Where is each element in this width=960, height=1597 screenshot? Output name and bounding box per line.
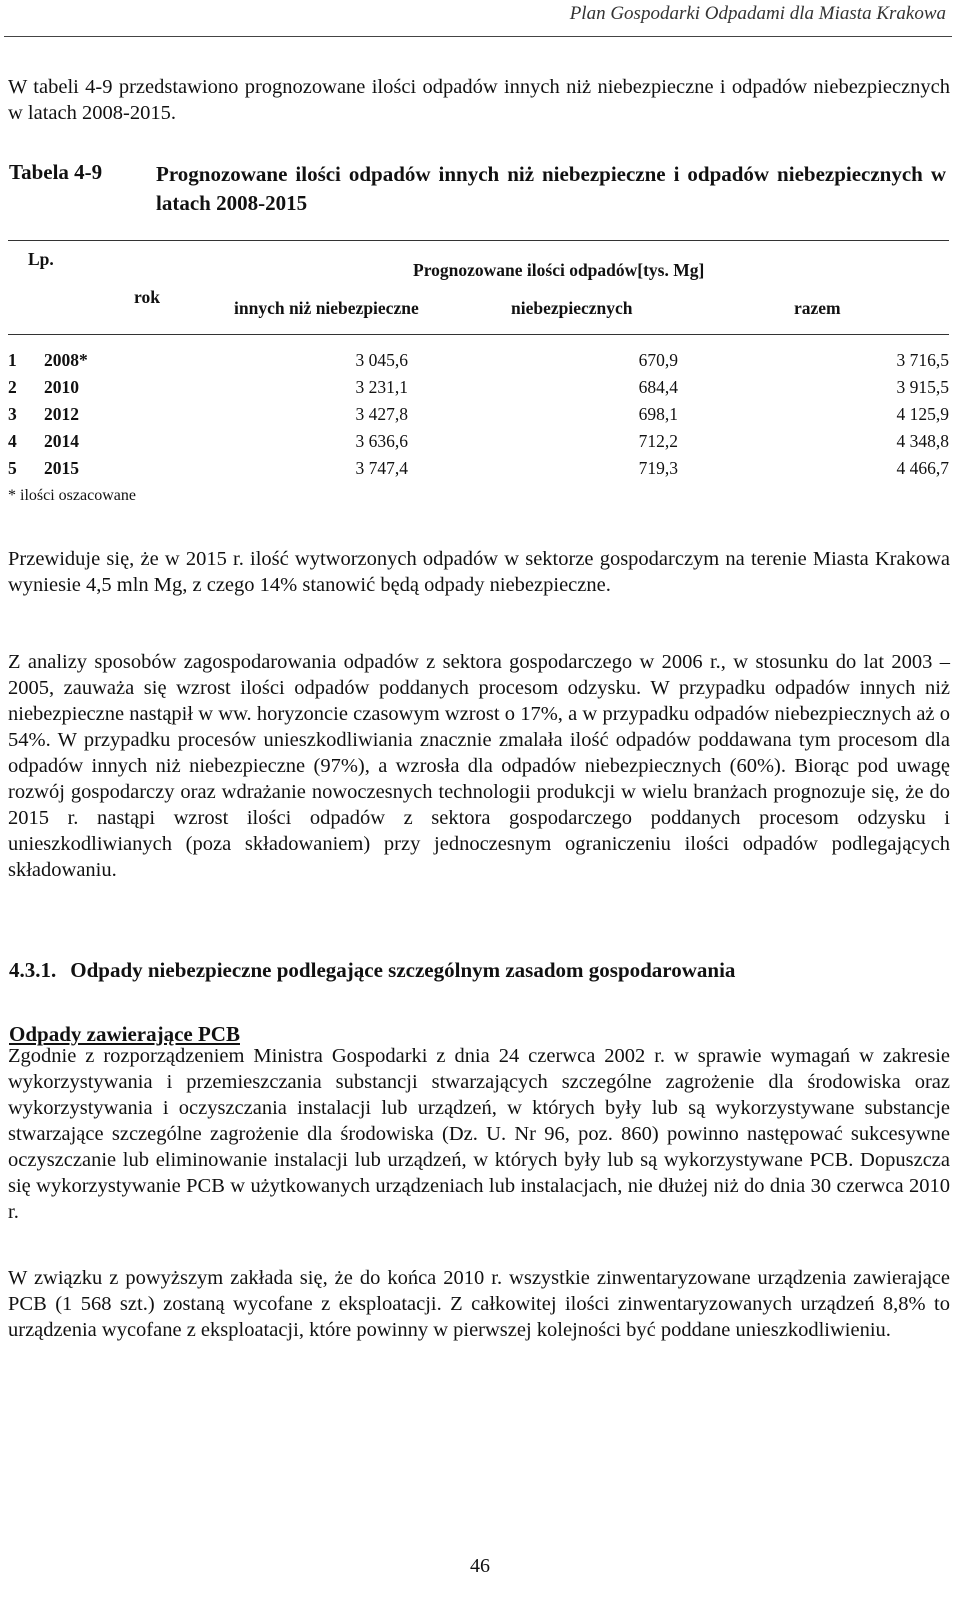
row-year: 2008* <box>44 350 88 370</box>
row-lp: 2 <box>8 377 17 397</box>
row-lp: 4 <box>8 431 17 451</box>
col-other-header: innych niż niebezpieczne <box>234 298 419 318</box>
row-lp: 5 <box>8 458 17 478</box>
row-hazardous: 684,4 <box>638 377 678 397</box>
table-label: Tabela 4-9 <box>9 160 103 184</box>
table-row <box>8 458 949 484</box>
page-number: 46 <box>470 1555 490 1577</box>
column-group-header: Prognozowane ilości odpadów[tys. Mg] <box>413 260 705 280</box>
col-hazardous-header: niebezpiecznych <box>511 298 633 318</box>
row-hazardous: 712,2 <box>638 431 678 451</box>
table-header-frame <box>8 240 949 335</box>
row-hazardous: 698,1 <box>638 404 678 424</box>
row-lp: 1 <box>8 350 17 370</box>
intro-paragraph: W tabeli 4-9 przedstawiono prognozowane ilości odpadów innych niż niebezpieczne i odpadów niebezpiecznych w latach 2008-2015. <box>8 76 950 124</box>
row-year: 2012 <box>44 404 79 424</box>
row-total: 4 348,8 <box>896 431 949 451</box>
row-year: 2010 <box>44 377 79 397</box>
paragraph-pcb-regulation: Zgodnie z rozporządzeniem Ministra Gospodarki z dnia 24 czerwca 2002 r. w sprawie wymagań w zakresie wykorzystywania i przemieszczania substancji stwarzających szczególne zagrożenie dla środowiska oraz wykorzystywania i oczyszczania instalacji lub urządzeń, w których były lub są wykorzystywane substancje stwarzające szczególne zagrożenie dla środowiska (Dz. U. Nr 96, poz. 860) powinno następować sukcesywne oczyszczanie lub eliminowanie instalacji lub urządzeń, w których były lub są wykorzystywane PCB. Dopuszcza się wykorzystywanie PCB w użytkowanych urządzeniach lub instalacjach, nie dłużej niż do dnia 30 czerwca 2010 r. <box>8 1045 950 1223</box>
paragraph-analysis: Z analizy sposobów zagospodarowania odpadów z sektora gospodarczego w 2006 r., w stosunku do lat 2003 – 2005, zauważa się wzrost ilości odpadów poddanych procesom odzysku. W przypadku odpadów innych niż niebezpieczne nastąpił w ww. horyzoncie czasowym wzrost o 17%, a w przypadku odpadów niebezpiecznych aż o 54%. W przypadku procesów unieszkodliwiania znacznie zmalała ilość odpadów poddawana tym procesom dla odpadów innych niż niebezpieczne (97%), a wzrosła dla odpadów niebezpiecznych (60%). Biorąc pod uwagę rozwój gospodarczy oraz wdrażanie nowoczesnych technologii produkcji w wielu branżach prognozuje się, że do 2015 r. nastąpi wzrost ilości odpadów z sektora gospodarczego poddanych procesom odzysku i unieszkodliwianych (poza składowaniem) przy jednoczesnym ograniczeniu ilości odpadów podlegających składowaniu. <box>8 651 950 881</box>
row-year: 2014 <box>44 431 79 451</box>
paragraph-forecast: Przewiduje się, że w 2015 r. ilość wytworzonych odpadów w sektorze gospodarczym na terenie Miasta Krakowa wyniesie 4,5 mln Mg, z czego 14% stanowić będą odpady niebezpieczne. <box>8 548 950 596</box>
row-other: 3 636,6 <box>355 431 408 451</box>
header-title: Plan Gospodarki Odpadami dla Miasta Krakowa <box>569 3 946 24</box>
table-row <box>8 404 949 430</box>
row-other: 3 231,1 <box>355 377 408 397</box>
row-total: 4 466,7 <box>896 458 949 478</box>
row-hazardous: 719,3 <box>638 458 678 478</box>
paragraph-pcb-devices: W związku z powyższym zakłada się, że do końca 2010 r. wszystkie zinwentaryzowane urządzenia zawierające PCB (1 568 szt.) zostaną wycofane z eksploatacji. Z całkowitej ilości zinwentaryzowanych urządzeń 8,8% to urządzenia wycofane z eksploatacji, które powinny w pierwszej kolejności być poddane unieszkodliwieniu. <box>8 1267 950 1341</box>
row-other: 3 427,8 <box>355 404 408 424</box>
header-divider <box>4 36 952 37</box>
row-year: 2015 <box>44 458 79 478</box>
col-rok-header: rok <box>134 287 160 307</box>
section-title: Odpady niebezpieczne podlegające szczególnym zasadom gospodarowania <box>70 958 736 982</box>
section-heading <box>9 958 735 983</box>
row-other: 3 045,6 <box>355 350 408 370</box>
table-row <box>8 350 949 376</box>
subsection-heading: Odpady zawierające PCB <box>9 1022 240 1046</box>
col-lp-header: Lp. <box>28 249 54 269</box>
section-number: 4.3.1. <box>9 958 57 982</box>
row-total: 3 915,5 <box>896 377 949 397</box>
table-footnote: * ilości oszacowane <box>8 487 136 504</box>
row-lp: 3 <box>8 404 17 424</box>
row-hazardous: 670,9 <box>638 350 678 370</box>
row-total: 3 716,5 <box>896 350 949 370</box>
table-caption: Prognozowane ilości odpadów innych niż niebezpieczne i odpadów niebezpiecznych w latach 2008-2015 <box>156 162 946 215</box>
table-row <box>8 377 949 403</box>
table-row <box>8 431 949 457</box>
row-total: 4 125,9 <box>896 404 949 424</box>
row-other: 3 747,4 <box>355 458 408 478</box>
col-total-header: razem <box>794 298 841 318</box>
